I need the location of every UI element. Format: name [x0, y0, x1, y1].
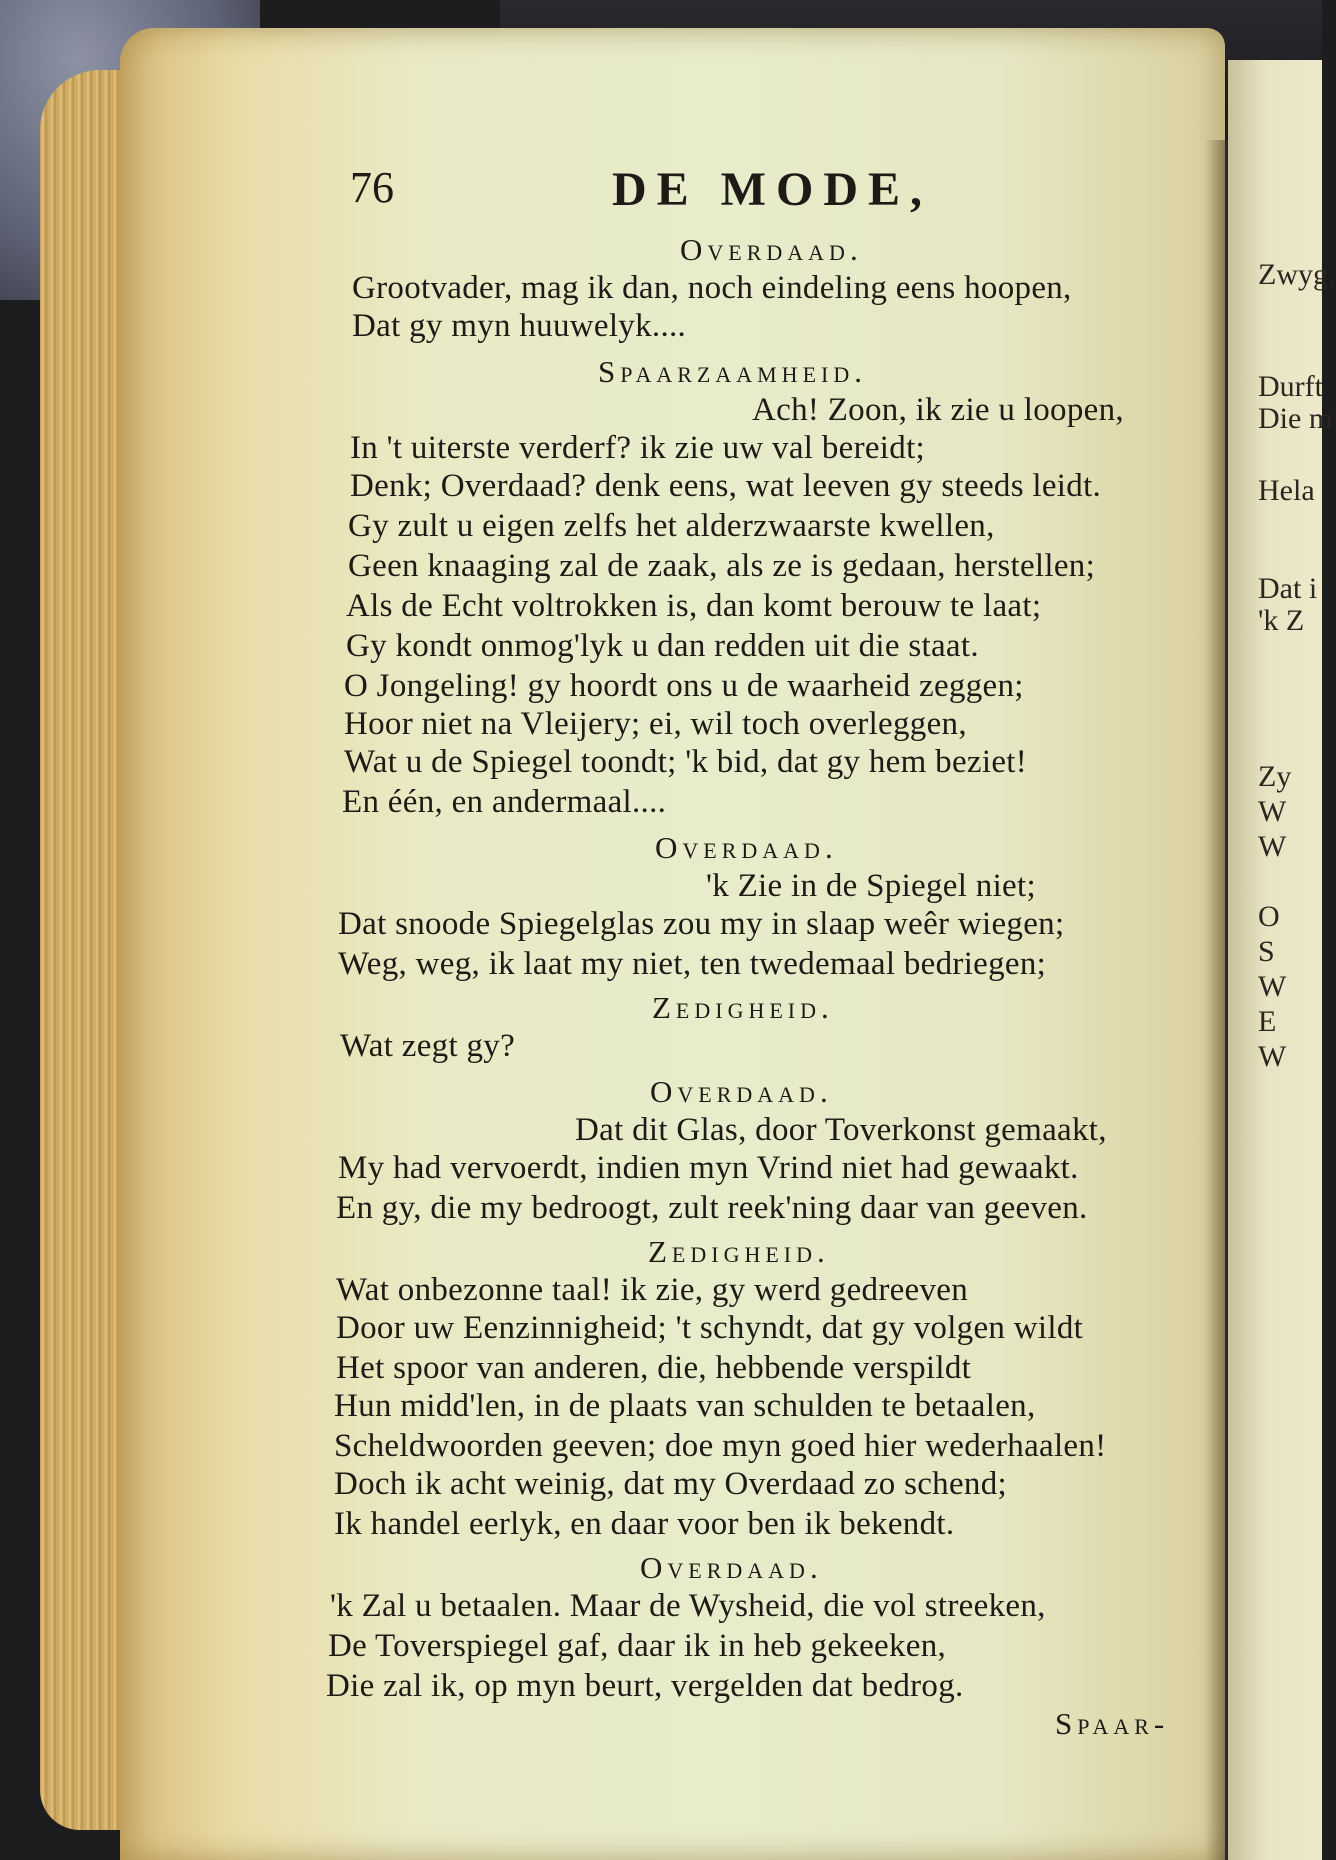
facing-line: W: [1258, 795, 1287, 828]
verse-line: 'k Zal u betaalen. Maar de Wysheid, die vol streeken,: [330, 1588, 1046, 1624]
verse-line: Gy zult u eigen zelfs het alderzwaarste kwellen,: [348, 508, 995, 544]
page-number: 76: [350, 163, 394, 212]
facing-line: Hela: [1258, 474, 1315, 507]
verse-line: Wat u de Spiegel toondt; 'k bid, dat gy hem beziet!: [344, 744, 1028, 780]
speaker-name: Overdaad.: [640, 1550, 823, 1585]
verse-line: Doch ik acht weinig, dat my Overdaad zo schend;: [334, 1466, 1007, 1502]
verse-line: Ik handel eerlyk, en daar voor ben ik bekendt.: [334, 1506, 955, 1542]
verse-line: Ach! Zoon, ik zie u loopen,: [752, 392, 1124, 428]
verse-line: En één, en andermaal....: [342, 784, 667, 820]
speaker-name: Overdaad.: [655, 830, 838, 865]
verse-line: O Jongeling! gy hoordt ons u de waarheid zeggen;: [344, 668, 1024, 704]
verse-line: Dat snoode Spiegelglas zou my in slaap weêr wiegen;: [338, 906, 1065, 942]
speaker-name: Overdaad.: [650, 1074, 833, 1109]
verse-line: Grootvader, mag ik dan, noch eindeling eens hoopen,: [352, 270, 1072, 306]
verse-line: Scheldwoorden geeven; doe myn goed hier wederhaalen!: [334, 1428, 1107, 1464]
facing-line: W: [1258, 830, 1287, 863]
facing-line: Zy: [1258, 760, 1292, 793]
verse-line: Dat dit Glas, door Toverkonst gemaakt,: [575, 1112, 1107, 1148]
verse-line: My had vervoerdt, indien myn Vrind niet had gewaakt.: [338, 1150, 1079, 1186]
facing-line: E: [1258, 1005, 1277, 1038]
running-title: DE MODE,: [612, 163, 932, 216]
verse-line: 'k Zie in de Spiegel niet;: [706, 868, 1036, 904]
facing-line: W: [1258, 1040, 1287, 1073]
verse-line: Hoor niet na Vleijery; ei, wil toch overleggen,: [344, 706, 967, 742]
facing-line: W: [1258, 970, 1287, 1003]
speaker-name: Spaarzaamheid.: [598, 354, 867, 389]
verse-line: Weg, weg, ik laat my niet, ten twedemaal bedriegen;: [338, 946, 1047, 982]
verse-line: Die zal ik, op myn beurt, vergelden dat bedrog.: [326, 1668, 964, 1704]
facing-line: O: [1258, 900, 1280, 933]
verse-line: In 't uiterste verderf? ik zie uw val bereidt;: [350, 430, 926, 466]
verse-line: Hun midd'len, in de plaats van schulden te betaalen,: [334, 1388, 1036, 1424]
verse-line: Als de Echt voltrokken is, dan komt berouw te laat;: [346, 588, 1042, 624]
facing-line: Durft: [1258, 370, 1323, 403]
verse-line: Het spoor van anderen, die, hebbende verspildt: [336, 1350, 972, 1386]
facing-line: Die m: [1258, 402, 1333, 435]
verse-line: Door uw Eenzinnigheid; 't schyndt, dat gy volgen wildt: [336, 1310, 1084, 1346]
facing-line: 'k Z: [1258, 604, 1305, 637]
catchword: Spaar-: [1055, 1706, 1170, 1741]
verse-line: De Toverspiegel gaf, daar ik in heb gekeeken,: [328, 1628, 947, 1664]
facing-line: S: [1258, 935, 1275, 968]
verse-line: Wat onbezonne taal! ik zie, gy werd gedreeven: [336, 1272, 969, 1308]
facing-line: Dat i: [1258, 572, 1318, 605]
verse-line: Dat gy myn huuwelyk....: [352, 308, 687, 344]
speaker-name: Zedigheid.: [648, 1234, 830, 1269]
verse-line: Gy kondt onmog'lyk u dan redden uit die staat.: [346, 628, 979, 664]
speaker-name: Zedigheid.: [652, 990, 834, 1025]
verse-line: Geen knaaging zal de zaak, als ze is gedaan, herstellen;: [348, 548, 1096, 584]
verse-line: Wat zegt gy?: [340, 1028, 516, 1064]
speaker-name: Overdaad.: [680, 232, 863, 267]
verse-line: En gy, die my bedroogt, zult reek'ning daar van geeven.: [336, 1190, 1088, 1226]
verse-line: Denk; Overdaad? denk eens, wat leeven gy steeds leidt.: [350, 468, 1102, 504]
facing-line: Zwyg,: [1258, 258, 1336, 291]
